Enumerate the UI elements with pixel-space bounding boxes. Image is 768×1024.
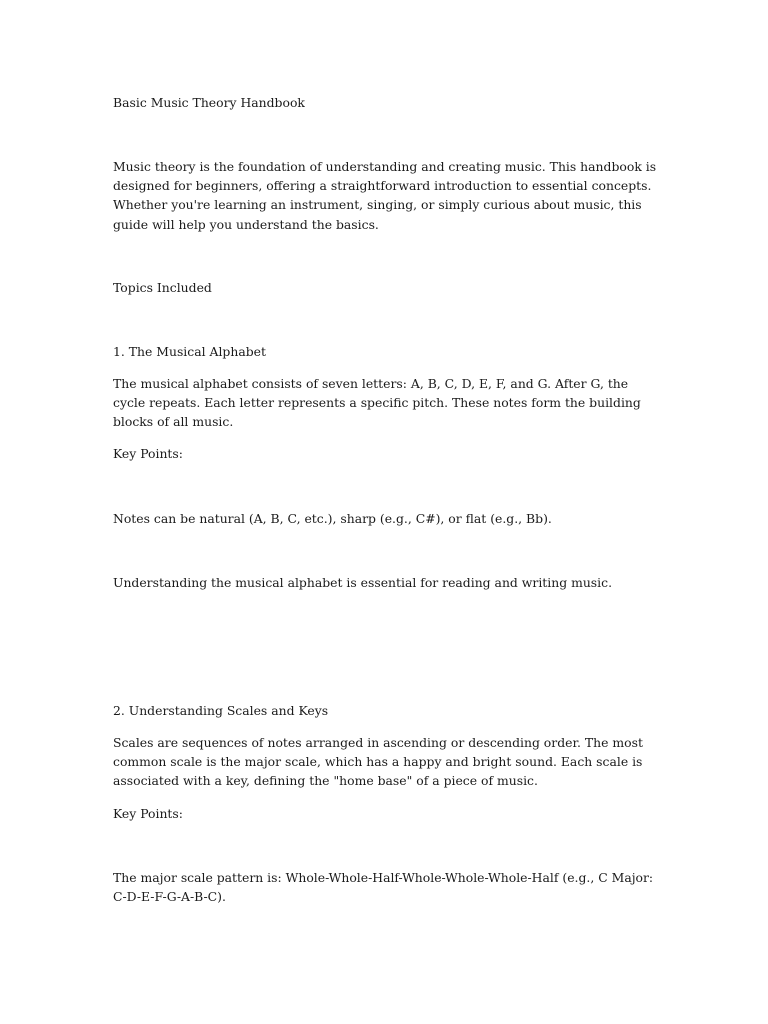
section-1-point-2: Understanding the musical alphabet is essential for reading and writing music. [113,575,613,590]
section-2-key-points-label: Key Points: [113,806,183,821]
topics-heading: Topics Included [113,280,212,295]
section-2-point-1: The major scale pattern is: Whole-Whole-Half-Whole-Whole-Whole-Half (e.g., C Major: C-D-E-F-G-A-B-C). [113,870,654,905]
section-2-body: Scales are sequences of notes arranged in ascending or descending order. The most common scale is the major scale, which has a happy and bright sound. Each scale is associated with a key, defining the "home base" of a piece of music. [113,735,643,789]
section-1-heading: 1. The Musical Alphabet [113,344,266,359]
section-1-key-points-label: Key Points: [113,446,183,461]
section-2-heading: 2. Understanding Scales and Keys [113,703,329,718]
section-1-point-1: Notes can be natural (A, B, C, etc.), sharp (e.g., C#), or flat (e.g., Bb). [113,511,552,526]
document-title: Basic Music Theory Handbook [113,95,305,110]
section-1-body: The musical alphabet consists of seven letters: A, B, C, D, E, F, and G. After G, the cycle repeats. Each letter represents a specific pitch. These notes form the building blocks of all music. [113,376,641,430]
intro-paragraph: Music theory is the foundation of understanding and creating music. This handbook is designed for beginners, offering a straightforward introduction to essential concepts. Whether you're learning an instrument, singing, or simply curious about music, this guide will help you understand the basics. [113,159,657,232]
